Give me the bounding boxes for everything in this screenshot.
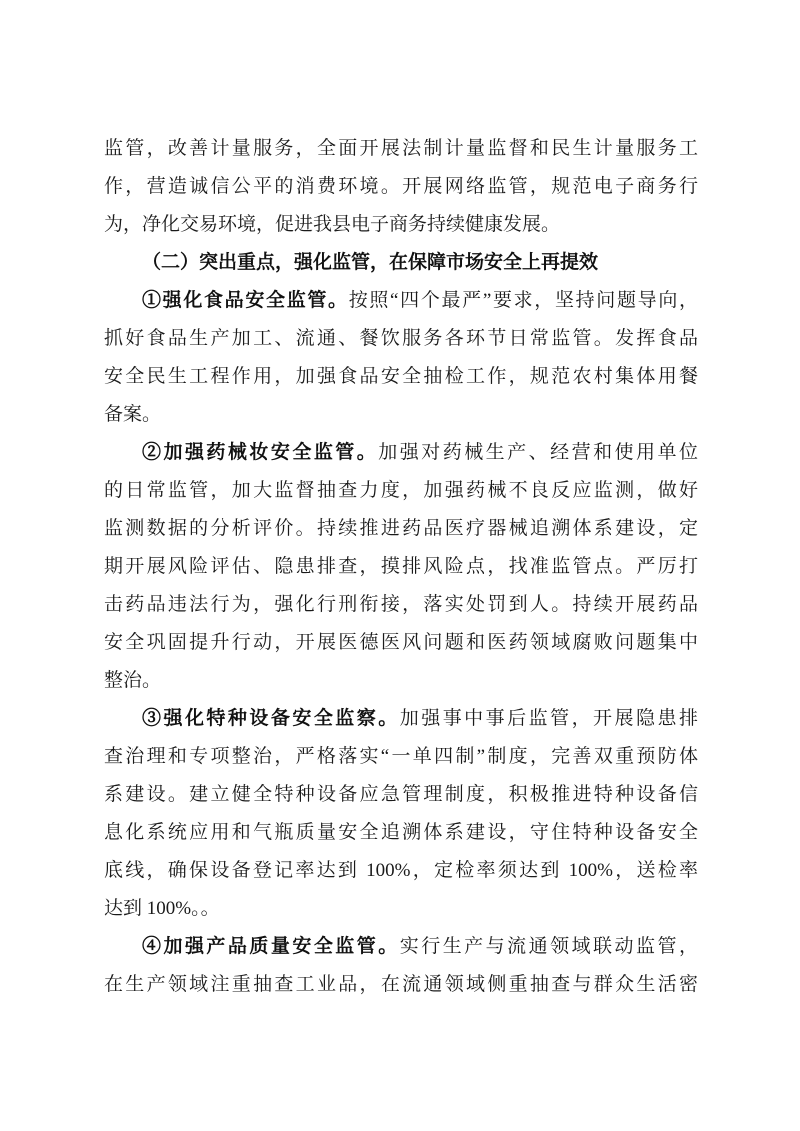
line-text: 备案。 bbox=[104, 404, 162, 425]
line-text: 监测数据的分析评价。持续推进药品医疗器械追溯体系建设，定 bbox=[104, 518, 698, 539]
bold-lead-text: ④加强产品质量安全监管。 bbox=[142, 936, 400, 957]
line-text: 击药品违法行为，强化行刑衔接，落实处罚到人。持续开展药品 bbox=[104, 594, 698, 615]
document-body bbox=[104, 130, 698, 1004]
text-line bbox=[104, 548, 698, 586]
line-text: 在生产领域注重抽查工业品，在流通领域侧重抽查与群众生活密 bbox=[104, 974, 698, 995]
line-text: 加强事中事后监管，开展隐患排 bbox=[399, 708, 698, 729]
line-text: 底线，确保设备登记率达到 100%，定检率须达到 100%，送检率 bbox=[104, 860, 698, 881]
line-text: 安全巩固提升行动，开展医德医风问题和医药领域腐败问题集中 bbox=[104, 632, 698, 653]
text-line bbox=[104, 966, 698, 1004]
text-line bbox=[104, 396, 698, 434]
line-text: 息化系统应用和气瓶质量安全追溯体系建设，守住特种设备安全 bbox=[104, 822, 698, 843]
line-text: 查治理和专项整治，严格落实“一单四制”制度，完善双重预防体 bbox=[104, 746, 698, 767]
text-line bbox=[104, 282, 698, 320]
line-text: 为，净化交易环境，促进我县电子商务持续健康发展。 bbox=[104, 214, 561, 235]
text-line bbox=[104, 814, 698, 852]
text-line bbox=[104, 510, 698, 548]
text-line bbox=[104, 700, 698, 738]
text-line bbox=[104, 206, 698, 244]
bold-lead-text: ②加强药械妆安全监管。 bbox=[142, 442, 379, 463]
line-text: （二）突出重点，强化监管，在保障市场安全上再提效 bbox=[142, 252, 599, 273]
text-line bbox=[104, 738, 698, 776]
line-text: 作，营造诚信公平的消费环境。开展网络监管，规范电子商务行 bbox=[104, 176, 698, 197]
text-line bbox=[104, 434, 698, 472]
text-line bbox=[104, 320, 698, 358]
line-text: 系建设。建立健全特种设备应急管理制度，积极推进特种设备信 bbox=[104, 784, 698, 805]
line-text: 加强对药械生产、经营和使用单位 bbox=[378, 442, 698, 463]
text-line bbox=[104, 624, 698, 662]
line-text: 达到 100%。。 bbox=[104, 898, 220, 919]
text-line bbox=[104, 890, 698, 928]
text-line bbox=[104, 662, 698, 700]
text-line bbox=[104, 776, 698, 814]
bold-lead-text: ③强化特种设备安全监察。 bbox=[142, 708, 400, 729]
line-text: 抓好食品生产加工、流通、餐饮服务各环节日常监管。发挥食品 bbox=[104, 328, 698, 349]
line-text: 监管，改善计量服务，全面开展法制计量监督和民生计量服务工 bbox=[104, 138, 698, 159]
text-line bbox=[104, 928, 698, 966]
section-heading bbox=[104, 244, 698, 282]
text-line bbox=[104, 586, 698, 624]
line-text: 按照“四个最严”要求，坚持问题导向， bbox=[348, 290, 698, 311]
bold-lead-text: ①强化食品安全监管。 bbox=[142, 290, 349, 311]
text-line bbox=[104, 130, 698, 168]
line-text: 的日常监管，加大监督抽查力度，加强药械不良反应监测，做好 bbox=[104, 480, 698, 501]
line-text: 安全民生工程作用，加强食品安全抽检工作，规范农村集体用餐 bbox=[104, 366, 698, 387]
line-text: 实行生产与流通领域联动监管， bbox=[399, 936, 698, 957]
text-line bbox=[104, 358, 698, 396]
line-text: 整治。 bbox=[104, 670, 162, 691]
text-line bbox=[104, 168, 698, 206]
text-line bbox=[104, 472, 698, 510]
line-text: 期开展风险评估、隐患排查，摸排风险点，找准监管点。严厉打 bbox=[104, 556, 698, 577]
text-line bbox=[104, 852, 698, 890]
